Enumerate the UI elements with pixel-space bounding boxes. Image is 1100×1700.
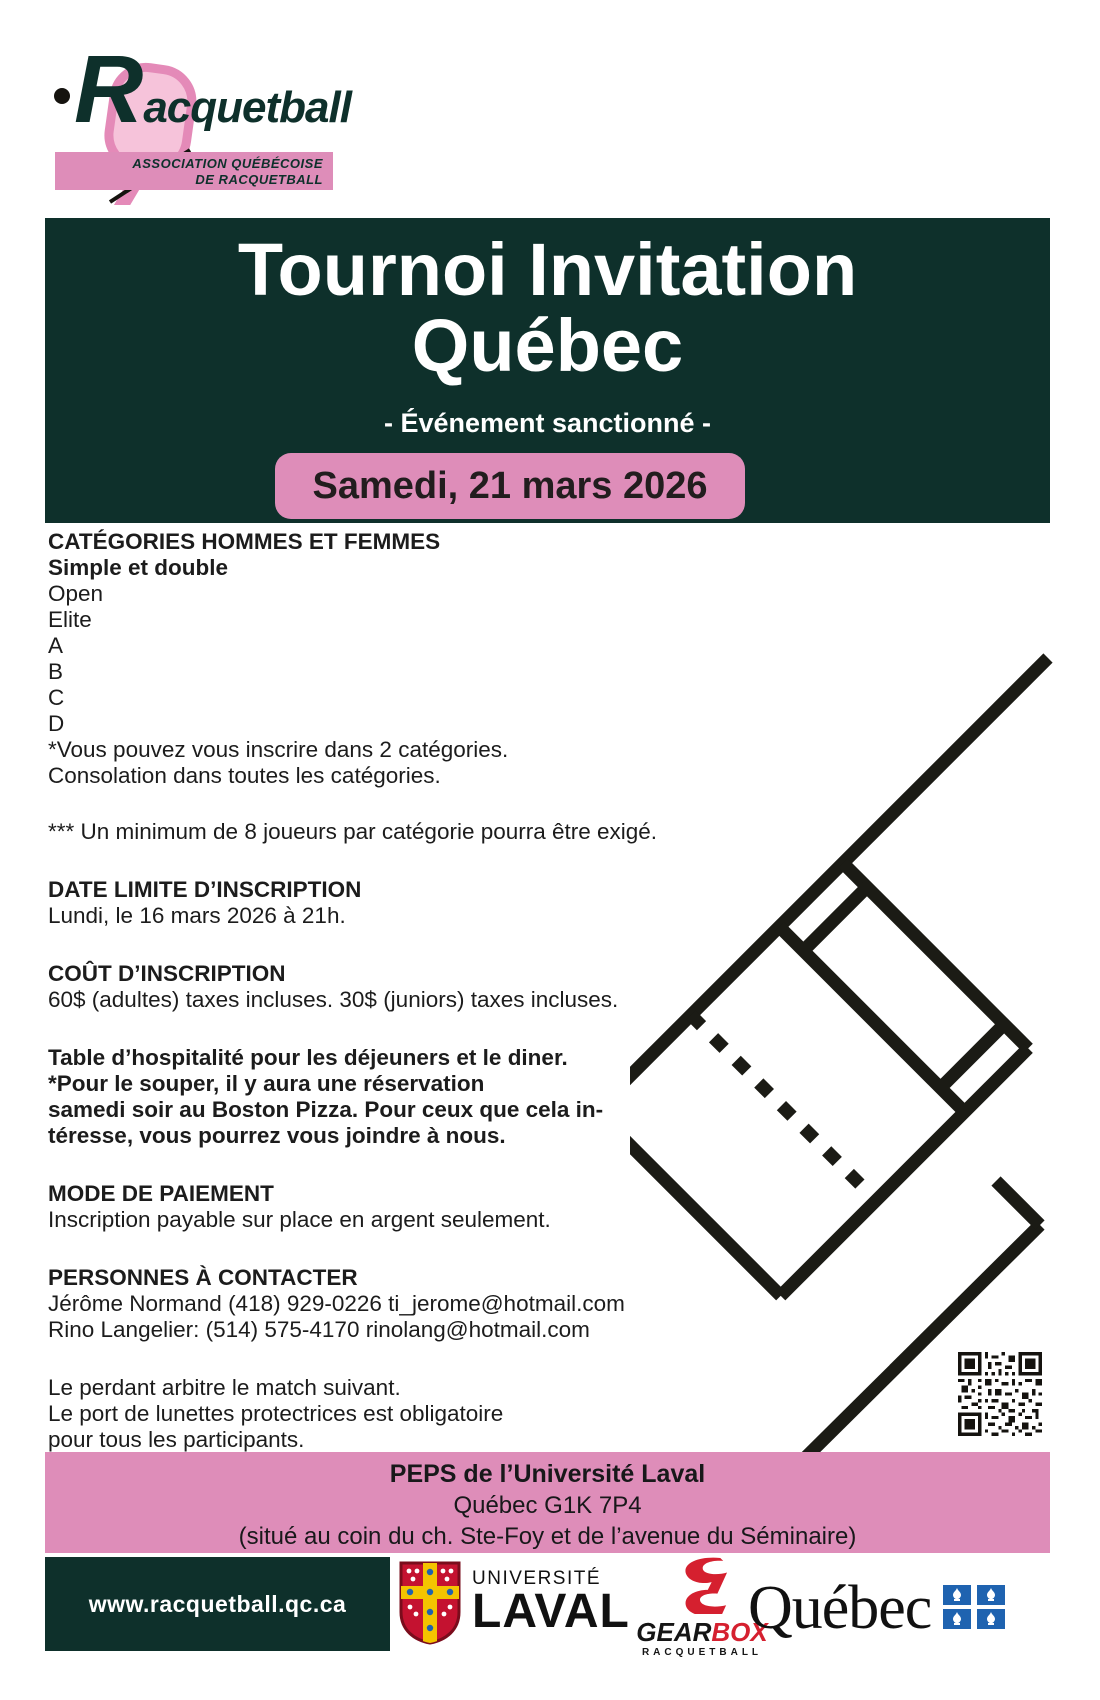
hospitality-line: *Pour le souper, il y aura une réservation <box>48 1071 485 1096</box>
laval-shield-icon <box>398 1560 462 1646</box>
hospitality-line: samedi soir au Boston Pizza. Pour ceux que cela in- <box>48 1097 604 1122</box>
gearbox-box-label: BOX <box>711 1617 768 1647</box>
court-corner-stub <box>996 1181 1040 1225</box>
contacts-heading: PERSONNES À CONTACTER <box>48 1265 358 1290</box>
category-item: Elite <box>48 607 92 632</box>
venue-postal: Québec G1K 7P4 <box>453 1492 642 1519</box>
quebec-flag-icon <box>943 1585 1005 1629</box>
category-item: A <box>48 633 64 658</box>
hospitality-line: Table d’hospitalité pour les déjeuners et le diner. <box>48 1045 568 1070</box>
racquetball-association-logo <box>40 30 351 205</box>
quebec-wordmark: Québec <box>748 1574 932 1642</box>
laval-universite-label: UNIVERSITÉ <box>472 1568 602 1589</box>
poster-body <box>48 529 738 1453</box>
categories-note1: *Vous pouvez vous inscrire dans 2 catégories. <box>48 737 509 762</box>
minimum-note: *** Un minimum de 8 joueurs par catégorie pourra être exigé. <box>48 819 658 844</box>
category-item: D <box>48 711 65 736</box>
rule-line: pour tous les participants. <box>48 1427 305 1452</box>
cost-heading: COÛT D’INSCRIPTION <box>48 961 286 986</box>
association-line2: DE RACQUETBALL <box>195 172 323 187</box>
categories-note2: Consolation dans toutes les catégories. <box>48 763 441 788</box>
gearbox-racquetball-label: RACQUETBALL <box>641 1647 763 1658</box>
website-link[interactable]: www.racquetball.qc.ca <box>45 1557 390 1651</box>
payment-text: Inscription payable sur place en argent seulement. <box>48 1207 551 1232</box>
association-line1: ASSOCIATION QUÉBÉCOISE <box>132 156 323 171</box>
venue-directions: (situé au coin du ch. Ste-Foy et de l’avenue du Séminaire) <box>238 1523 857 1550</box>
contact-line: Jérôme Normand (418) 929-0226 ti_jerome@hotmail.com <box>48 1291 625 1316</box>
category-item: B <box>48 659 64 684</box>
quebec-government-logo <box>748 1574 1005 1642</box>
deadline-text: Lundi, le 16 mars 2026 à 21h. <box>48 903 346 928</box>
rule-line: Le perdant arbitre le match suivant. <box>48 1375 401 1400</box>
brand-initial: R <box>74 36 144 143</box>
categories-subheading: Simple et double <box>48 555 229 580</box>
poster-title-line2: Québec <box>411 304 684 387</box>
court-opposite-wall <box>781 1048 1028 1295</box>
laval-laval-label: LAVAL <box>472 1585 630 1638</box>
venue-banner <box>45 1452 1050 1553</box>
categories-heading: CATÉGORIES HOMMES ET FEMMES <box>48 529 441 554</box>
deadline-heading: DATE LIMITE D’INSCRIPTION <box>48 877 362 902</box>
universite-laval-logo <box>398 1560 630 1646</box>
gearbox-s-icon <box>675 1556 729 1614</box>
gearbox-gear-label: GEAR <box>636 1617 712 1647</box>
laval-wordmark <box>472 1560 630 1638</box>
rule-line: Le port de lunettes protectrices est obligatoire <box>48 1401 504 1426</box>
contact-line: Rino Langelier: (514) 575-4170 rinolang@hotmail.com <box>48 1317 590 1342</box>
category-item: Open <box>48 581 104 606</box>
brand-rest: acquetball <box>143 83 351 132</box>
cost-text: 60$ (adultes) taxes incluses. 30$ (juniors) taxes incluses. <box>48 987 619 1012</box>
association-name-bar <box>55 152 333 190</box>
venue-name: PEPS de l’Université Laval <box>389 1460 706 1488</box>
category-item: C <box>48 685 65 710</box>
payment-heading: MODE DE PAIEMENT <box>48 1181 274 1206</box>
date-banner: Samedi, 21 mars 2026 <box>275 453 745 519</box>
ball-icon <box>54 88 70 104</box>
qr-code <box>958 1352 1042 1436</box>
poster-title-line1: Tournoi Invitation <box>237 228 858 311</box>
sanctioned-subtitle: - Événement sanctionné - <box>383 408 712 438</box>
brand-wordmark <box>74 36 351 143</box>
hospitality-line: téresse, vous pourrez vous joindre à nous. <box>48 1123 506 1148</box>
